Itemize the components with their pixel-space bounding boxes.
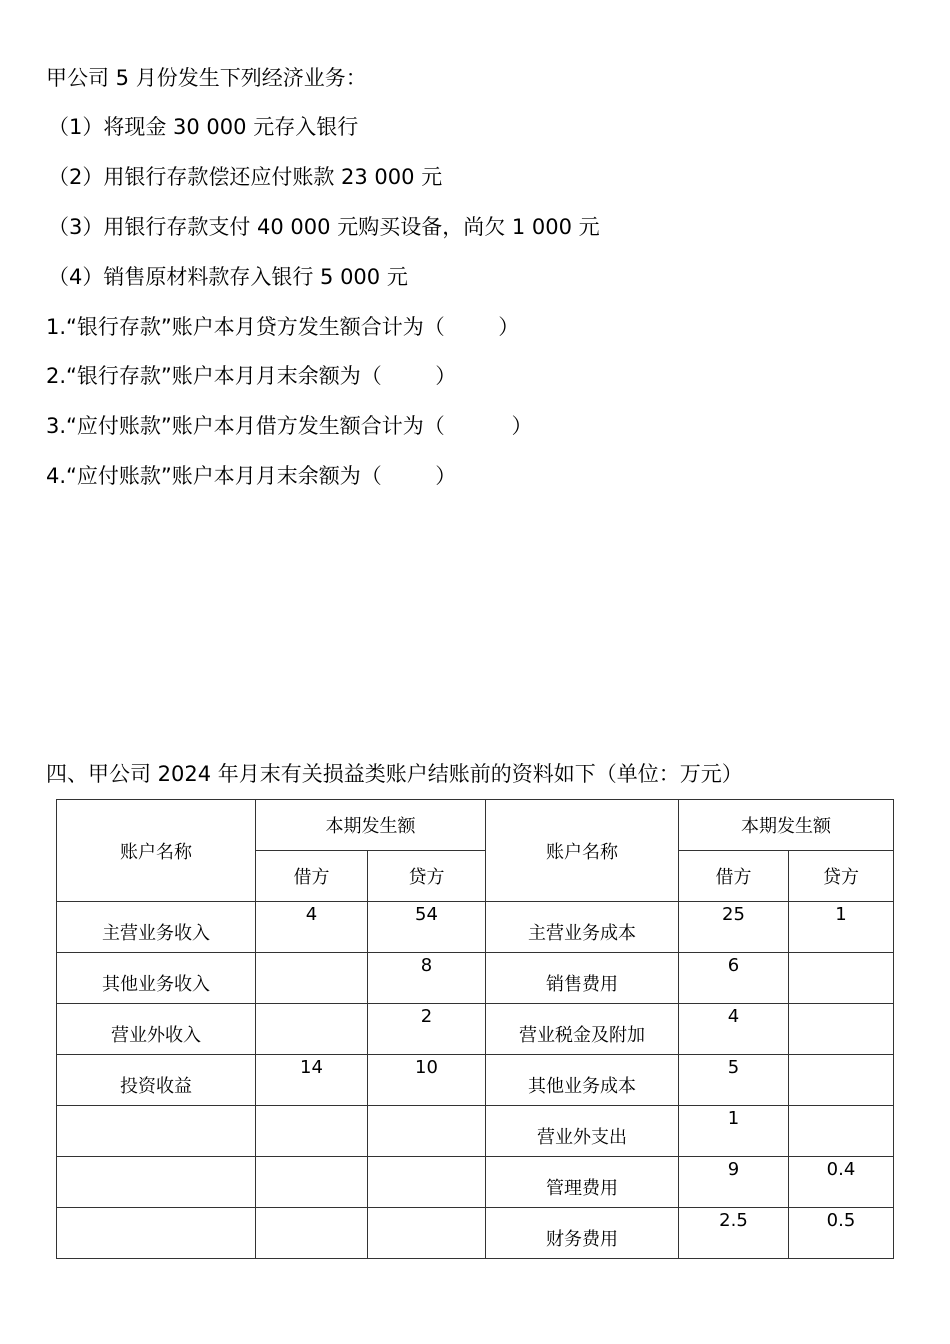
- left-debit-value: 4: [305, 904, 318, 925]
- header-period-amount-right: 本期发生额: [679, 800, 894, 851]
- header-credit-right: 贷方: [789, 851, 894, 902]
- left-account-name: 投资收益: [120, 1076, 192, 1097]
- table-row: [57, 1055, 894, 1106]
- header-account-name-left: 账户名称: [57, 800, 256, 902]
- right-account-name: 其他业务成本: [528, 1076, 636, 1097]
- left-account-name: 主营业务收入: [102, 923, 210, 944]
- section-title: 四、甲公司 2024 年月末有关损益类账户结账前的资料如下（单位：万元）: [46, 762, 743, 786]
- right-account-name: 财务费用: [546, 1229, 618, 1250]
- right-account-name: 营业税金及附加: [519, 1025, 645, 1046]
- left-credit-value: 2: [420, 1006, 433, 1027]
- table-row: [57, 1106, 894, 1157]
- table-row: [57, 1004, 894, 1055]
- right-debit-value: 4: [727, 1006, 740, 1027]
- right-account-name: 营业外支出: [537, 1127, 627, 1148]
- table-row: [57, 1208, 894, 1259]
- left-credit-value: 10: [415, 1057, 438, 1078]
- intro-heading: 甲公司 5 月份发生下列经济业务：: [46, 66, 367, 90]
- header-account-name-right: 账户名称: [486, 800, 679, 902]
- header-row-1: [57, 800, 894, 851]
- question-2: 2.“银行存款”账户本月月末余额为（ ）: [46, 364, 457, 388]
- business-item-3: （3）用银行存款支付 40 000 元购买设备，尚欠 1 000 元: [48, 215, 600, 239]
- left-account-name: 其他业务收入: [102, 974, 210, 995]
- right-debit-value: 2.5: [719, 1210, 748, 1231]
- right-account-name: 管理费用: [546, 1178, 618, 1199]
- right-debit-value: 9: [727, 1159, 740, 1180]
- right-credit-value: 0.5: [826, 1210, 856, 1231]
- question-3: 3.“应付账款”账户本月借方发生额合计为（ ）: [46, 414, 533, 438]
- table-row: [57, 1157, 894, 1208]
- table-row: [57, 902, 894, 953]
- header-credit-left: 贷方: [368, 851, 486, 902]
- right-debit-value: 25: [722, 904, 745, 925]
- business-item-1: （1）将现金 30 000 元存入银行: [48, 115, 359, 139]
- left-credit-value: 8: [420, 955, 433, 976]
- table-row: [57, 953, 894, 1004]
- right-debit-value: 1: [727, 1108, 740, 1129]
- question-1: 1.“银行存款”账户本月贷方发生额合计为（ ）: [46, 315, 520, 339]
- question-4: 4.“应付账款”账户本月月末余额为（ ）: [46, 464, 457, 488]
- right-credit-value: 0.4: [826, 1159, 856, 1180]
- header-debit-left: 借方: [256, 851, 368, 902]
- right-account-name: 销售费用: [546, 974, 618, 995]
- right-account-name: 主营业务成本: [528, 923, 636, 944]
- left-account-name: 营业外收入: [111, 1025, 201, 1046]
- right-debit-value: 6: [727, 955, 740, 976]
- right-credit-value: 1: [835, 904, 847, 925]
- business-item-2: （2）用银行存款偿还应付账款 23 000 元: [48, 165, 443, 189]
- left-credit-value: 54: [415, 904, 438, 925]
- header-debit-right: 借方: [679, 851, 789, 902]
- ledger-table: [56, 799, 894, 1259]
- right-debit-value: 5: [727, 1057, 740, 1078]
- header-period-amount-left: 本期发生额: [256, 800, 486, 851]
- business-item-4: （4）销售原材料款存入银行 5 000 元: [48, 265, 408, 289]
- left-debit-value: 14: [300, 1057, 323, 1078]
